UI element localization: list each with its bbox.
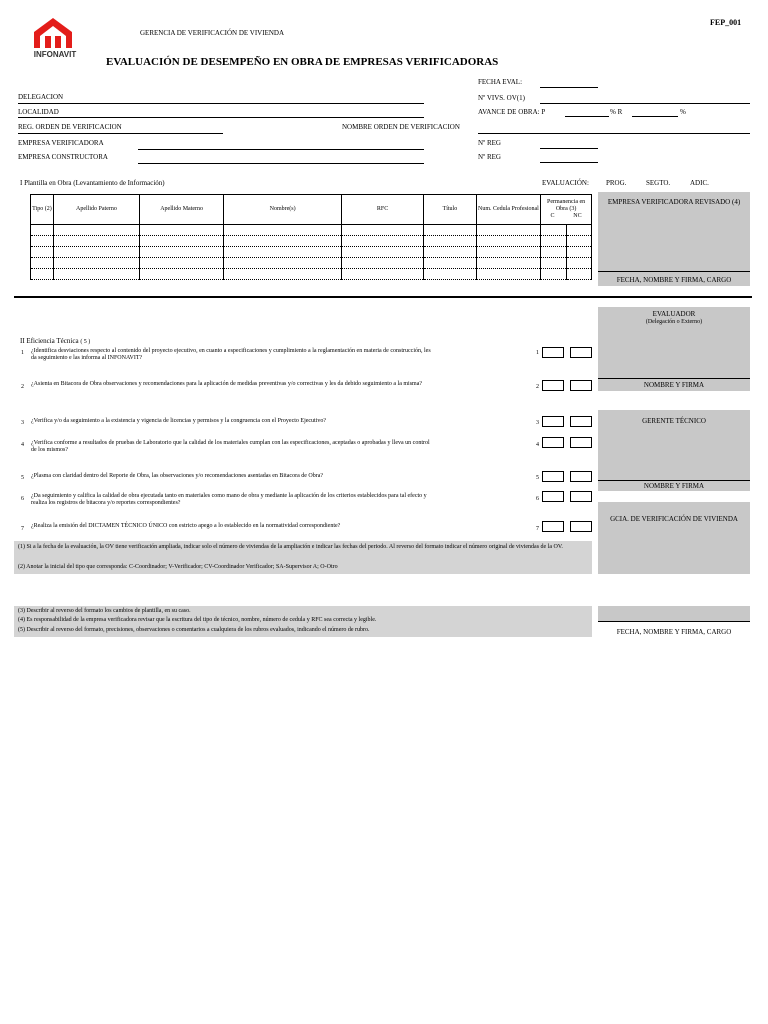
eval-option-adic[interactable]: ADIC.	[690, 179, 709, 187]
score-box-5b[interactable]	[570, 471, 592, 482]
score-box-6b[interactable]	[570, 491, 592, 502]
n-reg-2-label: Nº REG	[478, 153, 501, 161]
note-5: (5) Describir al reverso del formato, precisiones, observaciones o comentarios a cualquiera de los rubros evaluados, indicando el número de rubro.	[18, 627, 370, 633]
question-4-text: ¿Verifica conforme a resultados de pruebas de Laboratorio que la calidad de los materiales cumplan con las especificaciones, aceptadas o aprobadas y lleva un control de los mismos?	[31, 440, 430, 453]
avance-obra-label: AVANCE DE OBRA: P	[478, 108, 546, 116]
col-apellido-materno: Apellido Materno	[140, 195, 224, 225]
eval-option-prog[interactable]: PROG.	[606, 179, 627, 187]
score-box-2b[interactable]	[570, 380, 592, 391]
staff-table	[30, 194, 592, 280]
empresa-revisado-title: EMPRESA VERIFICADORA REVISADO (4)	[607, 198, 741, 206]
score-box-3a[interactable]	[542, 416, 564, 427]
n-reg-2-field[interactable]	[540, 162, 598, 163]
question-number: 2	[21, 384, 24, 390]
delegacion-label: DELEGACION	[18, 93, 64, 101]
score-box-4a[interactable]	[542, 437, 564, 448]
col-titulo: Título	[424, 195, 477, 225]
score-box-6a[interactable]	[542, 491, 564, 502]
reg-orden-field[interactable]	[18, 133, 223, 134]
brand-name: INFONAVIT	[33, 50, 77, 59]
section2-title-note: ( 5 )	[80, 339, 91, 345]
col-nombres: Nombre(s)	[224, 195, 342, 225]
empresa-verificadora-field[interactable]	[138, 149, 424, 150]
box-number: 2	[536, 384, 539, 390]
section1-title: I Plantilla en Obra (Levantamiento de Información)	[20, 179, 165, 187]
gcia-title: GCIA. DE VERIFICACIÓN DE VIVIENDA	[610, 515, 738, 523]
form-code: FEP_001	[710, 18, 742, 27]
question-1-text: ¿Identifica desviaciones respecto al contenido del proyecto ejecutivo, en cuanto a especificaciones y cumplimiento a la reglamentación en materia de construcción, les da seguimiento e las informa al INFONAVIT?	[31, 348, 431, 361]
gcia-panel	[598, 502, 750, 574]
table-row[interactable]	[31, 236, 592, 247]
score-box-1a[interactable]	[542, 347, 564, 358]
table-row[interactable]	[31, 258, 592, 269]
box-number: 1	[536, 350, 539, 356]
table-row[interactable]	[31, 269, 592, 280]
evaluacion-label: EVALUACIÓN:	[542, 179, 589, 187]
empresa-constructora-label: EMPRESA CONSTRUCTORA	[18, 153, 108, 161]
nombre-orden-label: NOMBRE ORDEN DE VERIFICACION	[342, 123, 460, 131]
empresa-revisado-footer: FECHA, NOMBRE Y FIRMA, CARGO	[616, 276, 732, 284]
col-tipo: Tipo (2)	[31, 195, 54, 225]
localidad-label: LOCALIDAD	[18, 108, 59, 116]
col-perm-nc: NC	[573, 213, 582, 219]
vivs-ov-label: Nº VIVS. OV(1)	[478, 94, 525, 102]
table-row[interactable]	[31, 247, 592, 258]
avance-r-field[interactable]	[632, 116, 678, 117]
question-number: 5	[21, 475, 24, 481]
note-3: (3) Describir al reverso del formato los cambios de plantilla, en su caso.	[18, 608, 191, 614]
fecha-cargo-footer: FECHA, NOMBRE Y FIRMA, CARGO	[616, 628, 732, 636]
localidad-field[interactable]	[18, 117, 424, 118]
question-2-text: ¿Asienta en Bitacora de Obra observaciones y recomendaciones para la aplicación de medidas preventivas y/o correctivas y les da debido seguimiento a la misma?	[31, 381, 423, 387]
score-box-7a[interactable]	[542, 521, 564, 532]
fecha-eval-field[interactable]	[540, 87, 598, 88]
eval-option-segto[interactable]: SEGTO.	[646, 179, 671, 187]
delegacion-field[interactable]	[18, 103, 424, 104]
gerente-title: GERENTE TÉCNICO	[642, 417, 706, 425]
empresa-constructora-field[interactable]	[138, 163, 424, 164]
reg-orden-label: REG. ORDEN DE VERIFICACION	[18, 123, 122, 131]
box-number: 5	[536, 475, 539, 481]
box-number: 4	[536, 442, 539, 448]
question-number: 6	[21, 496, 24, 502]
empresa-verificadora-label: EMPRESA VERIFICADORA	[18, 139, 104, 147]
question-number: 7	[21, 526, 24, 532]
avance-p-field[interactable]	[565, 116, 609, 117]
avance-pct-r-label: % R	[610, 108, 623, 116]
col-rfc: RFC	[342, 195, 424, 225]
col-cedula: Num. Cedula Profesional	[476, 195, 541, 225]
question-6-text: ¿Da seguimiento y califica la calidad de obra ejecutada tanto en materiales como mano de obra y mediante la aplicación de los criterios establecidos para tal efecto y realiza los registros de bitacora y/o reportes correspondientes?	[31, 493, 427, 506]
score-box-5a[interactable]	[542, 471, 564, 482]
col-permanencia	[541, 195, 592, 225]
note-4: (4) Es responsabilidad de la empresa verificadora revisar que la escritura del tipo de técnico, nombre, número de cedula y RFC sea correcta y legible.	[18, 617, 377, 623]
box-number: 3	[536, 420, 539, 426]
score-box-2a[interactable]	[542, 380, 564, 391]
box-number: 7	[536, 526, 539, 532]
score-box-3b[interactable]	[570, 416, 592, 427]
vivs-ov-field[interactable]	[540, 103, 750, 104]
page-title: EVALUACIÓN DE DESEMPEÑO EN OBRA DE EMPRESAS VERIFICADORAS	[106, 56, 499, 68]
section-divider	[14, 296, 752, 298]
nombre-orden-field[interactable]	[478, 133, 750, 134]
score-box-7b[interactable]	[570, 521, 592, 532]
evaluador-subtitle: (Delegación o Externo)	[645, 319, 703, 325]
question-number: 4	[21, 442, 24, 448]
score-box-1b[interactable]	[570, 347, 592, 358]
avance-pct-label: %	[680, 108, 686, 116]
gcia-signature-panel	[598, 606, 750, 621]
n-reg-1-label: Nº REG	[478, 139, 501, 147]
question-number: 3	[21, 420, 24, 426]
note-1: (1) Si a la fecha de la evaluación, la OV tiene verificación ampliada, indicar solo el número de viviendas de la ampliación e indicar las fechas del periodo. Al reverso del formato indicar el número original de viviendas de la OV.	[18, 544, 563, 550]
col-permanencia-label: Permanencia en Obra (3)	[547, 199, 586, 212]
question-3-text: ¿Verifica y/o da seguimiento a la existencia y vigencia de licencias y permisos y la congruencia con el Proyecto Ejecutivo?	[31, 418, 327, 424]
section2-title-text: II Eficiencia Técnica	[20, 337, 79, 345]
table-row[interactable]	[31, 225, 592, 236]
department: GERENCIA DE VERIFICACIÓN DE VIVIENDA	[140, 29, 285, 37]
nombre-firma-1: NOMBRE Y FIRMA	[643, 381, 705, 389]
col-perm-c: C	[550, 213, 555, 219]
score-box-4b[interactable]	[570, 437, 592, 448]
section2-title	[20, 337, 90, 346]
fecha-eval-label: FECHA EVAL:	[478, 78, 523, 86]
col-apellido-paterno: Apellido Paterno	[53, 195, 139, 225]
nombre-firma-2: NOMBRE Y FIRMA	[643, 482, 705, 490]
n-reg-1-field[interactable]	[540, 148, 598, 149]
box-number: 6	[536, 496, 539, 502]
question-7-text: ¿Realiza la emisión del DICTAMEN TÉCNICO ÚNICO con estricto apego a lo establecido en la normatividad correspondiente?	[31, 523, 341, 529]
question-number: 1	[21, 350, 24, 356]
question-5-text: ¿Plasma con claridad dentro del Reporte de Obra, las observaciones y/o recomendaciones asentadas en Bitacora de Obra?	[31, 473, 324, 479]
note-2: (2) Anotar la inicial del tipo que corresponda: C-Coordinador; V-Verificador; CV-Coordinador Verificador; SA-Supervisor A; O-Otro	[18, 564, 338, 570]
evaluador-title: EVALUADOR	[652, 310, 696, 318]
